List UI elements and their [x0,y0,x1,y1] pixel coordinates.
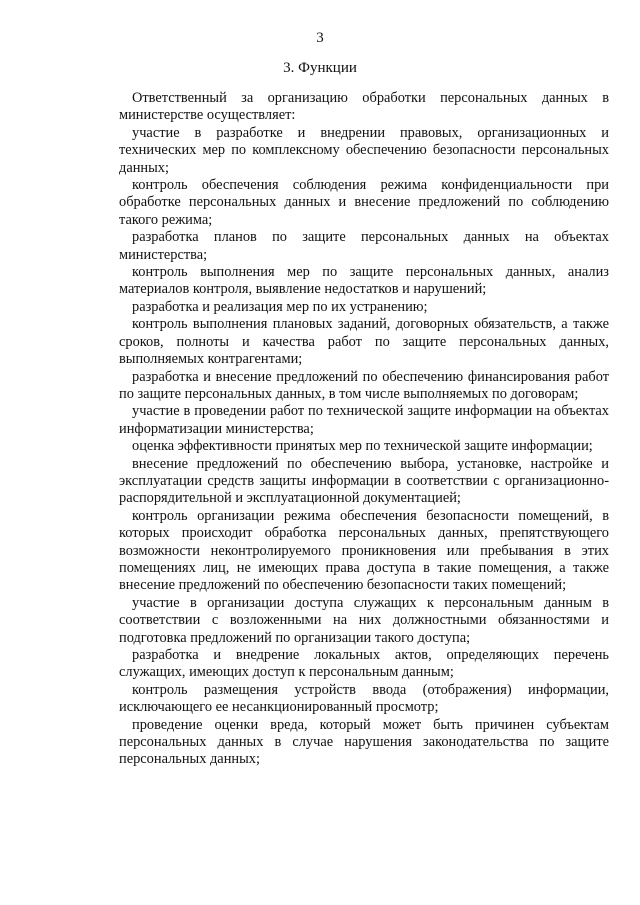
list-item: оценка эффективности принятых мер по технической защите информации; [132,438,593,455]
list-item: разработка и реализация мер по их устранению; [132,298,428,315]
section-title: 3. Функции [283,60,357,76]
list-item: разработка планов по защите персональных данных на объектах министерства; [119,229,609,263]
list-item: контроль выполнения плановых заданий, договорных обязательств, а также сроков, полноты и качества работ по защите персональных данных, выполняемых контрагентами; [119,316,609,368]
list-item: контроль размещения устройств ввода (отображения) информации, исключающего ее несанкционированный просмотр; [119,681,609,716]
paragraph-intro: Ответственный за организацию обработки персональных данных в министерстве осуществляет: [119,90,609,124]
list-item: контроль организации режима обеспечения безопасности помещений, в которых происходит обработка персональных данных, препятствующего возможности неконтролируемого проникновения или пребывания в этих помещениях лиц, не имеющих права доступа в такие помещения, а также внесение предложений по обеспечению безопасности таких помещений; [119,507,609,594]
list-item: разработка и внесение предложений по обеспечению финансирования работ по защите персональных данных, в том числе выполняемых по договорам; [119,368,609,402]
document-body [119,90,609,769]
list-item: участие в проведении работ по технической защите информации на объектах информатизации министерства; [119,403,609,437]
list-item: участие в организации доступа служащих к персональным данным в соответствии с возложенными на них должностными обязанностями и подготовка предложений по организации такого доступа; [119,594,609,646]
list-item: контроль выполнения мер по защите персональных данных, анализ материалов контроля, выявление недостатков и нарушений; [119,264,609,298]
list-item: проведение оценки вреда, который может быть причинен субъектам персональных данных в случае нарушения законодательства по защите персональных данных; [119,716,609,768]
list-item: участие в разработке и внедрении правовых, организационных и технических мер по комплексному обеспечению безопасности персональных данных; [119,124,609,176]
list-item: контроль обеспечения соблюдения режима конфиденциальности при обработке персональных данных и внесение предложений по соблюдению такого режима; [119,177,609,228]
page-number: 3 [316,30,324,46]
list-item: разработка и внедрение локальных актов, определяющих перечень служащих, имеющих доступ к персональным данным; [119,647,609,681]
list-item: внесение предложений по обеспечению выбора, установке, настройке и эксплуатации средств защиты информации в соответствии с организационно-распорядительной и эксплуатационной документацией; [119,455,609,507]
